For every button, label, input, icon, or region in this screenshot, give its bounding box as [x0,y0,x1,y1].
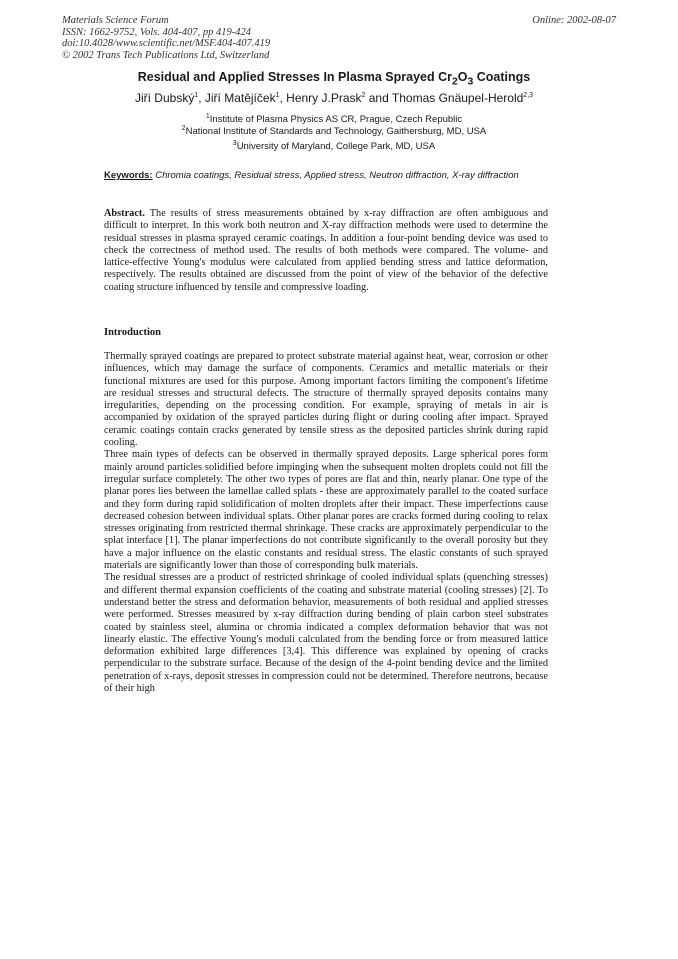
author-list: Jiří Dubský$^1$, Jiří Matějíček$^1$, Henry J.Prask$^2$ and Thomas Gnäupel-Herold$^{2,3}$ [134,91,534,105]
issn-line: ISSN: 1662-9752, Vols. 404-407, pp 419-424 [62,26,251,38]
affiliation: $^2$National Institute of Standards and Technology, Gaithersburg, MD, USA [181,125,487,138]
paragraph: The residual stresses are a product of restricted shrinkage of cooled individual splats (quenching stresses) and different thermal expansion coefficients of the coating and substrate material (cooling stresses) [2]. To understand better the stress and deformation behavior, measurements of both residual and applied stresses were performed. Stresses measured by x-ray diffraction during bending of plain carbon steel substrates coated by stainless steel, alumina or chromia indicated a complex deformation behavior that was not linearly elastic. The effective Young's moduli calculated from the bending force or from measured lattice deformation exhibited large differences [3,4]. This difference was explained by opening of cracks perpendicular to the substrate surface. Because of the design of the 4-point bending device and the limited penetration of x-rays, deposit stresses in compression could not be determined. Therefore neutrons, because of their high [104,572,548,695]
author-name: , Henry J.Prask [279,91,362,105]
section-heading: Introduction [104,327,161,338]
introduction-body [104,351,548,695]
paragraph: Three main types of defects can be observed in thermally sprayed deposits. Large spherical pores form mainly around particles solidified before impinging when the subsequent molten droplets could not fill the irregular surface completely. The other two types of pores are flat and thin, nearly planar. One type of the planar pores lies between the lamellae called splats - these are approximately parallel to the coated surface and they form during rapid solidification of molten droplets after their impact. These imperfections cause decreased cohesion between individual splats. Other planar pores are cracks formed during cooling to relax stresses originating from restricted thermal shrinkage. These cracks are approximately perpendicular to the splat interface [1]. The planar imperfections do not contribute significantly to the overall porosity but they have a major influence on the elastic constants and residual stress. The elastic constants of such sprayed materials are significantly lower than those of corresponding bulk materials. [104,449,548,572]
affiliation: $^1$Institute of Plasma Physics AS CR, Prague, Czech Republic [205,113,463,126]
journal-header [62,15,270,61]
author-name: , Jiří Matějíček [198,91,276,105]
online-date: Online: 2002-08-07 [532,15,616,26]
author-name: Jiří Dubský [134,91,195,105]
abstract-label: Abstract. [104,208,145,219]
keywords-text: Chromia coatings, Residual stress, Applied stress, Neutron diffraction, X-ray diffraction [155,170,519,181]
keywords [104,170,519,181]
journal-name: Materials Science Forum [62,15,169,26]
doi-line: doi:10.4028/www.scientific.net/MSF.404-407.419 [62,38,271,49]
affiliation: $^3$University of Maryland, College Park, MD, USA [232,140,436,153]
copyright-line: © 2002 Trans Tech Publications Ltd, Switzerland [62,49,270,61]
abstract [104,208,548,294]
abstract-text: The results of stress measurements obtained by x-ray diffraction are often ambiguous and difficult to interpret. In this work both neutron and X-ray diffraction methods were used to determine the residual stresses in plasma sprayed ceramic coatings. In addition a four-point bending device was used to check the correctness of method used. The results of both methods were compared. The volume- and lattice-effective Young's modulus were calculated from applied bending stress and lattice deformation, respectively. The results obtained are discussed from the point of view of the behavior of the defective coating structure influenced by tensile and compressive loading. [104,208,549,293]
author-name: and Thomas Gnäupel-Herold [365,91,524,105]
paragraph: Thermally sprayed coatings are prepared to protect substrate material against heat, wear, corrosion or other influences, which may damage the surface of components. Ceramics and metallic materials or their functional mixtures are used for this purpose. Among important factors limiting the component's lifetime are residual stresses and structural defects. The structure of thermally sprayed deposits contains many irregularities, depending on the processing condition. For example, spraying of metals in air is accompanied by oxidation of the sprayed particles during flight or during cooling after impact. Sprayed ceramic coatings contain cracks generated by tensile stress as the deposited particles shrink during rapid cooling. [104,351,548,449]
paper-title: Residual and Applied Stresses In Plasma Sprayed $Cr_2O_3$ Coatings [137,70,531,88]
keywords-label: Keywords: [104,170,153,181]
